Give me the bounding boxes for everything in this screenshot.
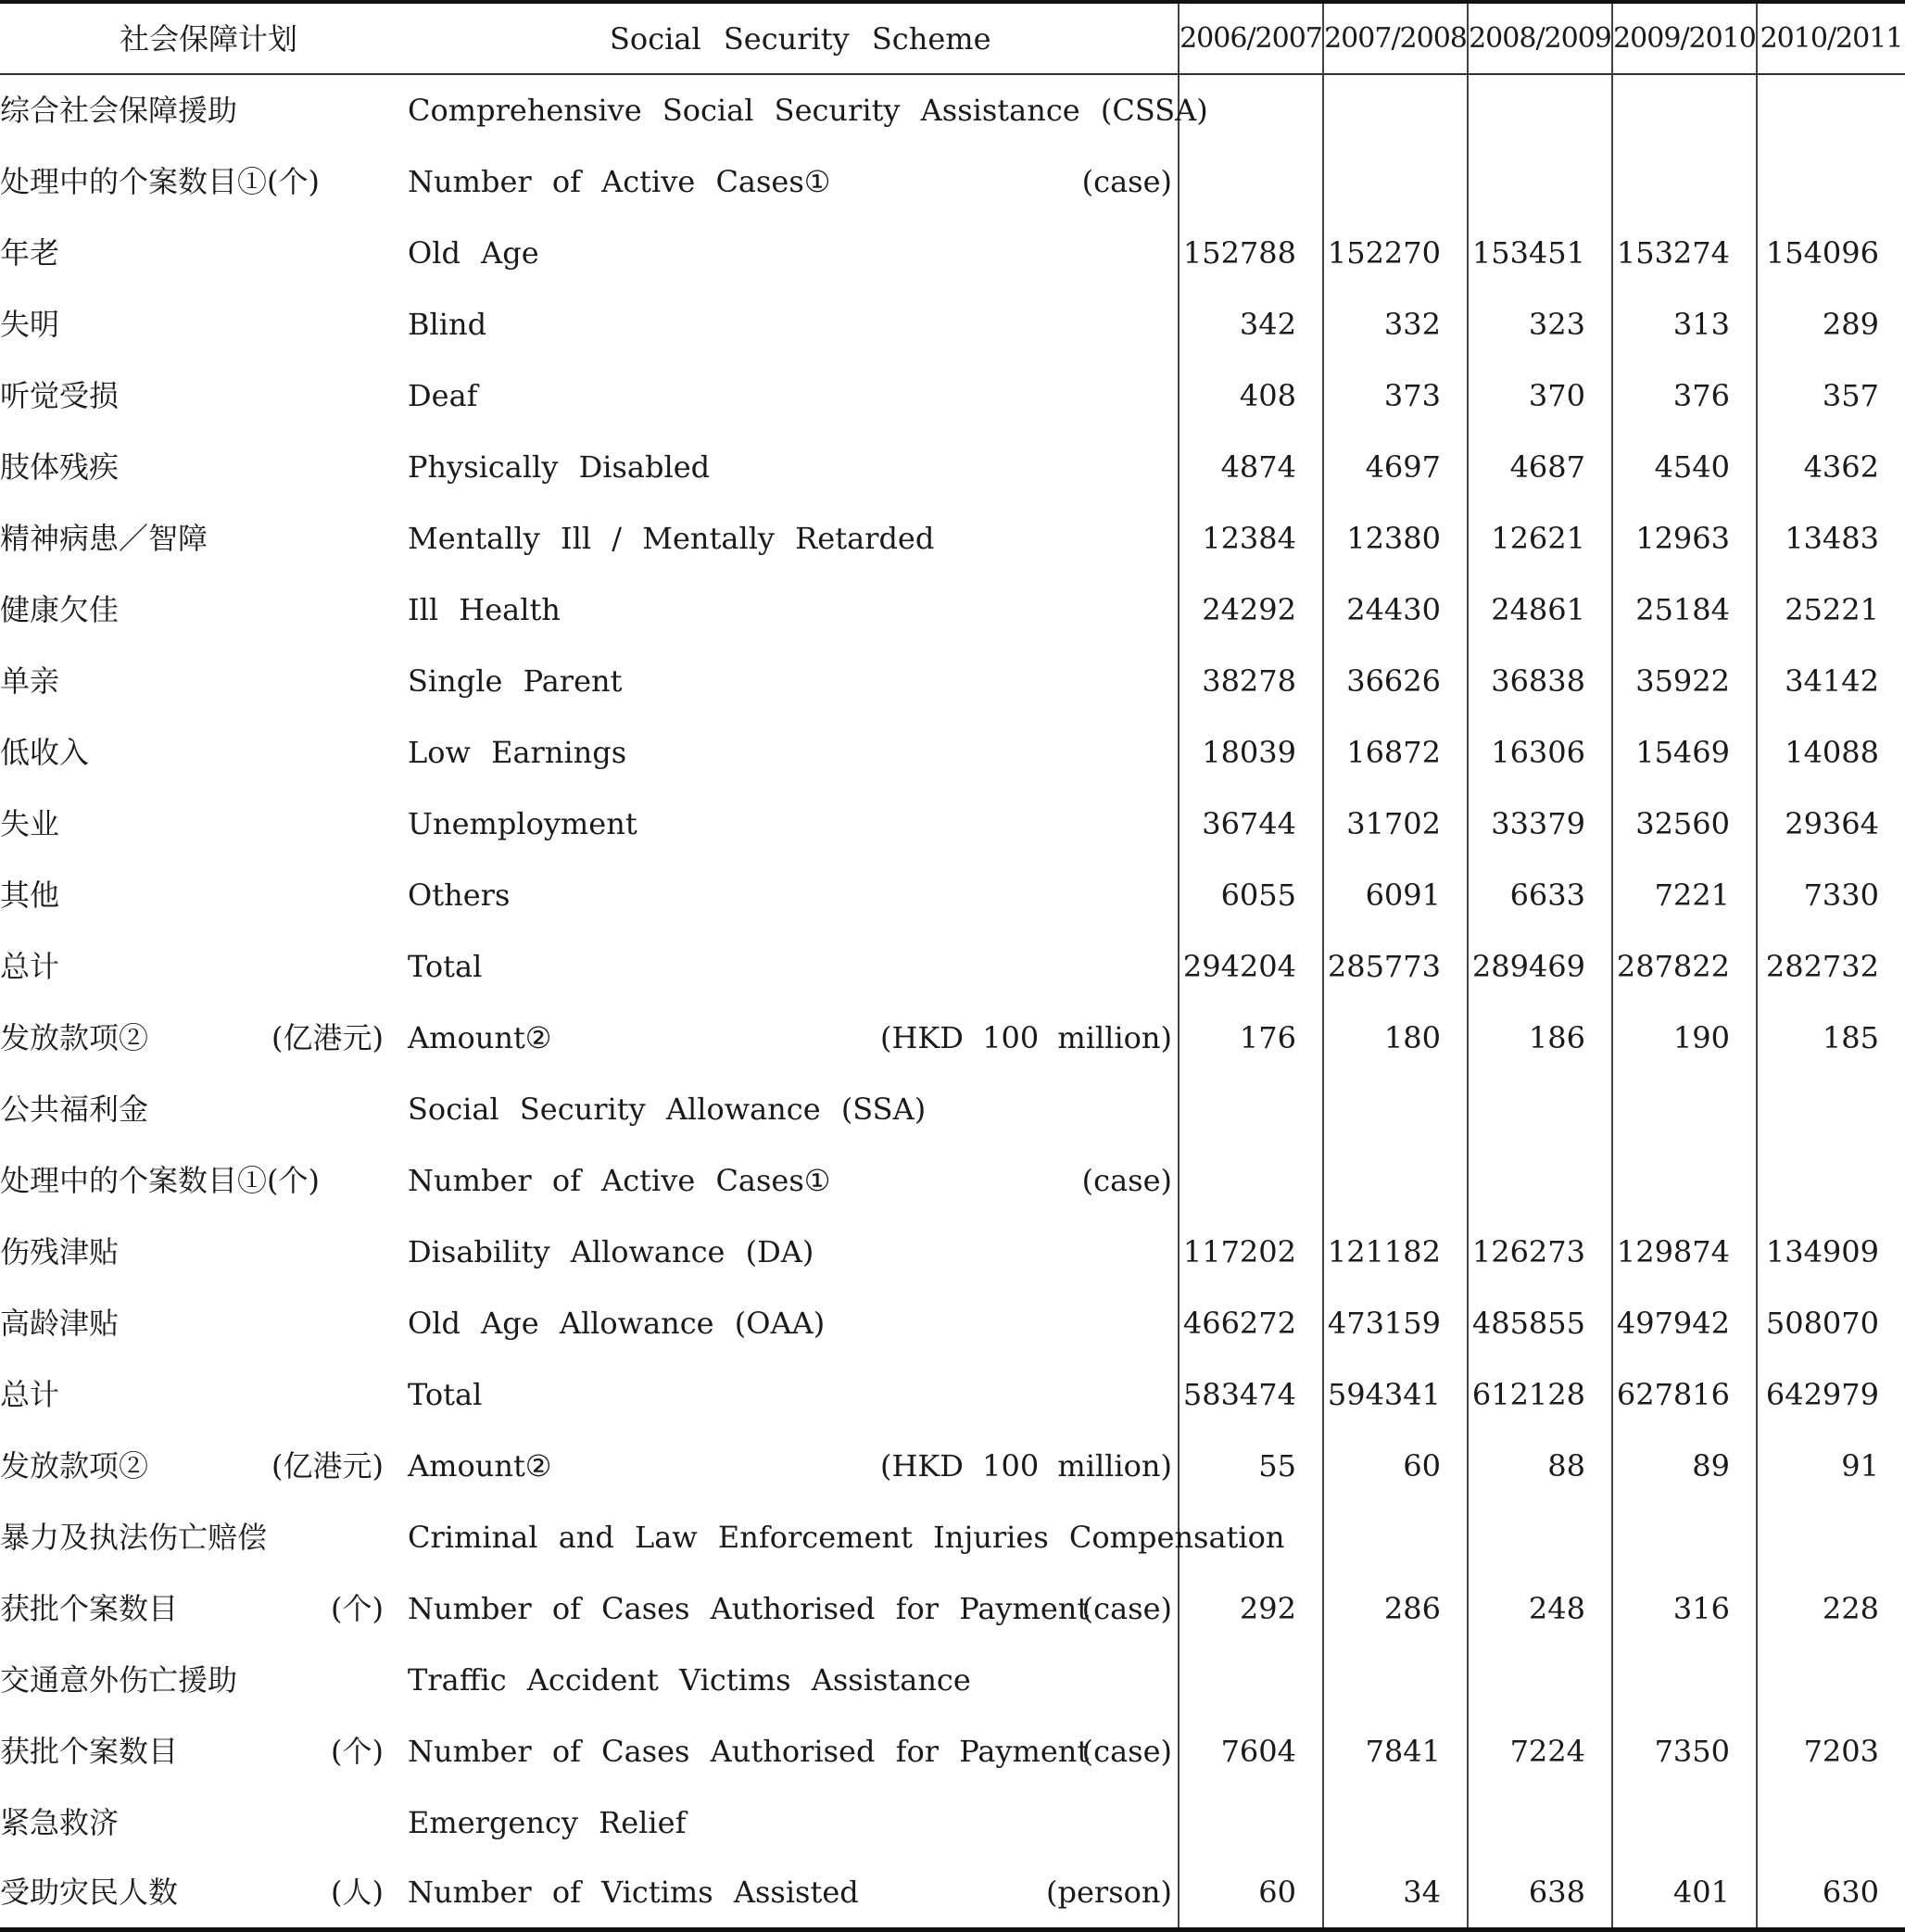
row-label-cn-text: 其他 [0,877,60,913]
row-label-cn [0,502,408,574]
cell-value: 38278 [1179,645,1323,716]
row-label-cn-text: 失明 [0,306,60,342]
cell-value: 7604 [1179,1715,1323,1787]
cell-value: 316 [1612,1572,1757,1644]
cell-empty [1757,74,1905,145]
cell-empty [1612,74,1757,145]
cell-value: 4540 [1612,431,1757,502]
cell-value: 186 [1468,1002,1612,1073]
row-label-en-text: Low Earnings [408,734,627,770]
cell-value: 642979 [1757,1358,1905,1430]
row-label-cn-text: 交通意外伤亡援助 [0,1661,238,1698]
row-label-en [408,1287,1179,1358]
table-row [0,930,1905,1002]
cell-value: 7350 [1612,1715,1757,1787]
cell-value: 286 [1323,1572,1468,1644]
row-label-cn-text: 处理中的个案数目①(个) [0,1162,320,1198]
row-label-en [408,1358,1179,1430]
row-unit-en: (case) [1081,1162,1172,1198]
cell-value: 36626 [1323,645,1468,716]
cell-value: 228 [1757,1572,1905,1644]
cell-empty [1323,145,1468,217]
cell-value: 55 [1179,1430,1323,1501]
row-label-cn [0,645,408,716]
row-label-en [408,716,1179,788]
cell-empty [1179,1787,1323,1858]
row-label-cn-text: 获批个案数目 [0,1733,179,1769]
table-row [0,1858,1905,1929]
cell-value: 248 [1468,1572,1612,1644]
cell-value: 294204 [1179,930,1323,1002]
row-label-en [408,1430,1179,1501]
cell-value: 638 [1468,1858,1612,1929]
row-label-cn-text: 受助灾民人数 [0,1875,179,1911]
cell-empty [1323,1144,1468,1216]
header-year: 2008/2009 [1468,2,1612,74]
row-label-cn-text: 健康欠佳 [0,591,120,627]
row-label-cn [0,859,408,930]
cell-value: 33379 [1468,788,1612,859]
cell-value: 121182 [1323,1216,1468,1287]
row-label-cn-text: 单亲 [0,663,60,699]
cell-value: 6091 [1323,859,1468,930]
cell-empty [1612,1144,1757,1216]
row-unit-en: (person) [1046,1875,1172,1911]
cell-value: 376 [1612,360,1757,431]
cell-value: 7224 [1468,1715,1612,1787]
row-label-cn [0,74,408,145]
cell-value: 134909 [1757,1216,1905,1287]
cell-value: 282732 [1757,930,1905,1002]
table-row [0,1644,1905,1715]
cell-value: 89 [1612,1430,1757,1501]
cell-value: 466272 [1179,1287,1323,1358]
row-unit-cn: (亿港元) [271,1447,384,1484]
row-label-cn [0,1073,408,1144]
row-label-cn [0,431,408,502]
header-year: 2007/2008 [1323,2,1468,74]
cell-value: 332 [1323,288,1468,360]
table-row [0,1287,1905,1358]
cell-value: 34142 [1757,645,1905,716]
row-label-cn [0,930,408,1002]
cell-empty [1612,1644,1757,1715]
cell-value: 152788 [1179,217,1323,288]
cell-value: 12621 [1468,502,1612,574]
cell-empty [1612,1073,1757,1144]
cell-empty [1757,1144,1905,1216]
cell-value: 152270 [1323,217,1468,288]
cell-empty [1757,1644,1905,1715]
row-label-cn [0,217,408,288]
cell-value: 190 [1612,1002,1757,1073]
row-label-en-text: Emergency Relief [408,1804,687,1840]
row-label-en [408,1501,1285,1572]
table-row [0,1501,1905,1572]
header-cn: 社会保障计划 [0,2,408,74]
cell-empty [1468,1073,1612,1144]
row-label-cn-text: 精神病患／智障 [0,520,208,556]
cell-value: 627816 [1612,1358,1757,1430]
table-row [0,645,1905,716]
cell-value: 313 [1612,288,1757,360]
table-row [0,1073,1905,1144]
cell-value: 24430 [1323,574,1468,645]
row-label-cn-text: 高龄津贴 [0,1305,120,1341]
row-label-cn-text: 暴力及执法伤亡赔偿 [0,1519,268,1555]
cell-empty [1323,1073,1468,1144]
row-unit-en: (case) [1081,163,1172,199]
cell-value: 29364 [1757,788,1905,859]
row-label-cn-text: 公共福利金 [0,1091,149,1127]
row-label-en [408,930,1179,1002]
row-label-en-text: Number of Active Cases① [408,163,831,199]
cell-empty [1468,1144,1612,1216]
row-label-cn [0,145,408,217]
row-label-cn-text: 年老 [0,234,60,271]
header-year: 2010/2011 [1757,2,1905,74]
cell-value: 60 [1179,1858,1323,1929]
cell-value: 7330 [1757,859,1905,930]
cell-value: 292 [1179,1572,1323,1644]
table-row [0,145,1905,217]
row-label-en-text: Others [408,877,511,913]
cell-value: 14088 [1757,716,1905,788]
row-label-en [408,1787,1179,1858]
cell-value: 4874 [1179,431,1323,502]
row-label-cn [0,716,408,788]
cell-empty [1323,1644,1468,1715]
row-label-cn-text: 听觉受损 [0,377,120,413]
table-row [0,288,1905,360]
cell-value: 34 [1323,1858,1468,1929]
cell-value: 594341 [1323,1358,1468,1430]
cell-value: 36744 [1179,788,1323,859]
row-label-en [408,1073,1179,1144]
table-row [0,74,1905,145]
cell-value: 7841 [1323,1715,1468,1787]
row-label-cn [0,1501,408,1572]
cell-empty [1323,74,1468,145]
cell-value: 13483 [1757,502,1905,574]
table-row [0,859,1905,930]
cell-value: 24861 [1468,574,1612,645]
cell-empty [1179,1073,1323,1144]
row-label-cn [0,360,408,431]
row-label-cn-text: 低收入 [0,734,90,770]
row-unit-en: (case) [1081,1590,1172,1626]
row-label-en-text: Number of Active Cases① [408,1162,831,1198]
row-label-cn-text: 综合社会保障援助 [0,93,238,128]
row-label-cn-text: 肢体残疾 [0,448,120,485]
row-label-cn [0,1572,408,1644]
row-label-en [408,1572,1179,1644]
row-label-en-text: Blind [408,306,487,342]
cell-value: 24292 [1179,574,1323,645]
table-row [0,1216,1905,1287]
cell-value: 4362 [1757,431,1905,502]
cell-empty [1612,145,1757,217]
cell-value: 7203 [1757,1715,1905,1787]
cell-value: 16306 [1468,716,1612,788]
row-label-en-text: Number of Cases Authorised for Payment [408,1733,1090,1769]
table-row [0,360,1905,431]
row-label-en [408,1644,1179,1715]
row-label-en-text: Old Age Allowance (OAA) [408,1305,826,1341]
header-year: 2009/2010 [1612,2,1757,74]
row-label-en [408,145,1179,217]
cell-value: 7221 [1612,859,1757,930]
cell-value: 60 [1323,1430,1468,1501]
cell-value: 176 [1179,1002,1323,1073]
cell-empty [1468,1501,1612,1572]
cell-value: 4697 [1323,431,1468,502]
cell-value: 630 [1757,1858,1905,1929]
row-label-cn-text: 紧急救济 [0,1804,120,1840]
row-label-cn-text: 发放款项② [0,1019,149,1055]
cell-value: 6633 [1468,859,1612,930]
row-label-cn [0,1787,408,1858]
table-row [0,574,1905,645]
table-row [0,1002,1905,1073]
cell-empty [1179,145,1323,217]
table-row [0,716,1905,788]
row-label-en-text: Amount② [408,1019,552,1055]
cell-value: 25184 [1612,574,1757,645]
row-label-en-text: Total [408,1376,483,1412]
row-label-cn [0,788,408,859]
cell-value: 15469 [1612,716,1757,788]
cell-value: 612128 [1468,1358,1612,1430]
row-label-en [408,360,1179,431]
row-unit-cn: (个) [331,1590,384,1626]
row-label-en-text: Deaf [408,377,478,413]
row-label-cn [0,574,408,645]
cell-value: 12384 [1179,502,1323,574]
row-unit-cn: (个) [331,1733,384,1769]
row-unit-en: (case) [1081,1733,1172,1769]
table-row [0,1144,1905,1216]
cell-value: 153274 [1612,217,1757,288]
cell-value: 485855 [1468,1287,1612,1358]
cell-value: 36838 [1468,645,1612,716]
row-label-en-text: Traffic Accident Victims Assistance [408,1661,971,1698]
cell-value: 180 [1323,1002,1468,1073]
cell-empty [1468,1644,1612,1715]
cell-value: 473159 [1323,1287,1468,1358]
row-label-en-text: Amount② [408,1447,552,1484]
row-label-en-text: Disability Allowance (DA) [408,1233,814,1269]
row-label-en-text: Single Parent [408,663,623,699]
cell-value: 88 [1468,1430,1612,1501]
row-label-en-text: Unemployment [408,805,637,841]
cell-empty [1757,1073,1905,1144]
row-label-cn-text: 发放款项② [0,1447,149,1484]
row-label-en [408,1144,1179,1216]
row-label-en [408,1216,1179,1287]
header-row [0,2,1905,74]
table-row [0,1430,1905,1501]
row-label-cn [0,1002,408,1073]
cell-value: 25221 [1757,574,1905,645]
cell-value: 4687 [1468,431,1612,502]
cell-value: 401 [1612,1858,1757,1929]
row-label-cn [0,1715,408,1787]
row-label-en [408,502,1179,574]
cell-value: 323 [1468,288,1612,360]
row-label-cn [0,1287,408,1358]
row-unit-cn: (亿港元) [271,1019,384,1055]
cell-value: 285773 [1323,930,1468,1002]
cell-empty [1179,1144,1323,1216]
cell-value: 32560 [1612,788,1757,859]
cell-value: 342 [1179,288,1323,360]
row-label-en [408,1002,1179,1073]
header-year: 2006/2007 [1179,2,1323,74]
cell-value: 373 [1323,360,1468,431]
cell-value: 35922 [1612,645,1757,716]
cell-empty [1757,1787,1905,1858]
cell-value: 117202 [1179,1216,1323,1287]
cell-empty [1757,145,1905,217]
row-label-cn [0,1430,408,1501]
cell-value: 6055 [1179,859,1323,930]
cell-empty [1468,1787,1612,1858]
cell-value: 370 [1468,360,1612,431]
table-row [0,217,1905,288]
cell-empty [1179,1644,1323,1715]
cell-value: 12380 [1323,502,1468,574]
cell-value: 18039 [1179,716,1323,788]
row-label-cn [0,288,408,360]
cell-value: 154096 [1757,217,1905,288]
row-label-cn-text: 获批个案数目 [0,1590,179,1626]
cell-value: 583474 [1179,1358,1323,1430]
row-label-en [408,74,1208,145]
cell-empty [1468,74,1612,145]
cell-value: 497942 [1612,1287,1757,1358]
cell-empty [1468,145,1612,217]
row-label-en [408,645,1179,716]
row-label-cn [0,1644,408,1715]
cell-value: 408 [1179,360,1323,431]
row-label-cn [0,1216,408,1287]
row-label-cn [0,1858,408,1929]
cell-value: 357 [1757,360,1905,431]
row-label-en [408,288,1179,360]
row-label-en-text: Ill Health [408,591,561,627]
row-unit-en: (HKD 100 million) [879,1019,1172,1055]
row-label-cn-text: 伤残津贴 [0,1233,120,1269]
cell-value: 12963 [1612,502,1757,574]
row-label-en-text: Criminal and Law Enforcement Injuries Compensation [408,1519,1285,1555]
table-row [0,431,1905,502]
row-label-cn [0,1144,408,1216]
row-label-en [408,859,1179,930]
cell-empty [1612,1787,1757,1858]
row-label-cn-text: 处理中的个案数目①(个) [0,163,320,199]
table-row [0,1787,1905,1858]
table-row [0,1715,1905,1787]
row-label-en-text: Physically Disabled [408,448,711,485]
row-label-cn-text: 总计 [0,1376,60,1412]
cell-empty [1323,1501,1468,1572]
cell-value: 508070 [1757,1287,1905,1358]
table-row [0,788,1905,859]
cell-value: 289 [1757,288,1905,360]
row-label-en [408,1715,1179,1787]
header-en: Social Security Scheme [408,2,1179,74]
row-label-cn-text: 总计 [0,948,60,984]
cell-value: 16872 [1323,716,1468,788]
row-label-en [408,574,1179,645]
cell-value: 126273 [1468,1216,1612,1287]
row-unit-en: (HKD 100 million) [879,1447,1172,1484]
cell-value: 31702 [1323,788,1468,859]
cell-empty [1757,1501,1905,1572]
cell-empty [1323,1787,1468,1858]
table-row [0,1358,1905,1430]
row-label-en-text: Total [408,948,483,984]
row-label-en-text: Old Age [408,234,539,271]
cell-value: 287822 [1612,930,1757,1002]
row-label-en-text: Mentally Ill / Mentally Retarded [408,520,935,556]
row-label-en [408,1858,1179,1929]
row-label-cn-text: 失业 [0,805,60,841]
cell-empty [1612,1501,1757,1572]
row-label-en-text: Number of Victims Assisted [408,1875,859,1911]
table-row [0,1572,1905,1644]
row-label-en-text: Comprehensive Social Security Assistance (CSSA) [408,93,1208,128]
cell-value: 91 [1757,1430,1905,1501]
row-label-en-text: Number of Cases Authorised for Payment [408,1590,1090,1626]
row-label-en [408,217,1179,288]
row-unit-cn: (人) [331,1875,384,1911]
cell-value: 129874 [1612,1216,1757,1287]
cell-value: 185 [1757,1002,1905,1073]
cell-value: 289469 [1468,930,1612,1002]
cell-value: 153451 [1468,217,1612,288]
row-label-cn [0,1358,408,1430]
row-label-en [408,431,1179,502]
table-row [0,502,1905,574]
row-label-en [408,788,1179,859]
row-label-en-text: Social Security Allowance (SSA) [408,1091,927,1127]
